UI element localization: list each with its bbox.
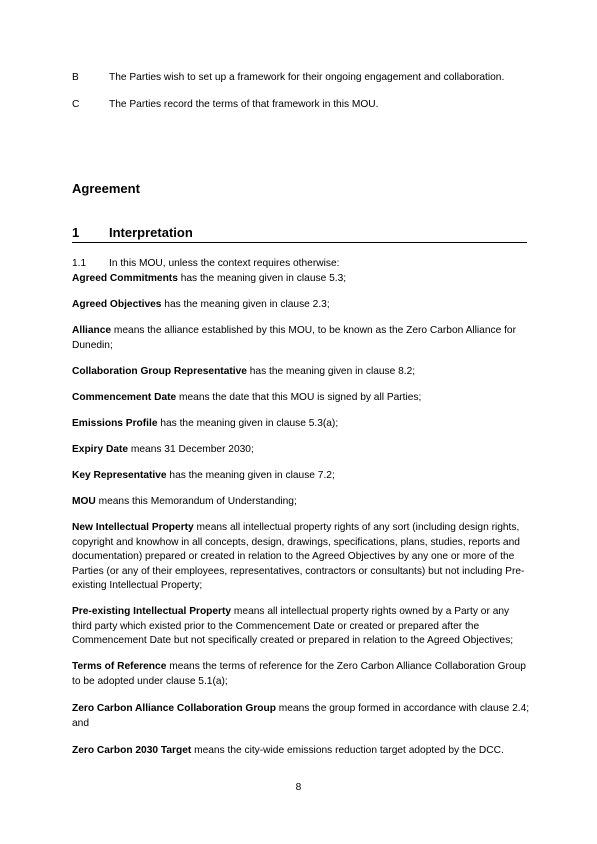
definition-term: Zero Carbon 2030 Target (72, 745, 192, 756)
definition-text: means the city-wide emissions reduction target adopted by the DCC. (191, 745, 504, 756)
definition (72, 391, 530, 406)
recital-letter: B (72, 72, 79, 83)
definition-term: Commencement Date (72, 392, 177, 403)
clause-number: 1.1 (72, 258, 87, 269)
agreement-heading: Agreement (72, 181, 140, 196)
definition-text: has the meaning given in clause 5.3; (177, 273, 347, 284)
definition-text: has the meaning given in clause 8.2; (246, 366, 416, 377)
definition-term: Alliance (72, 325, 112, 336)
section-title: Interpretation (109, 225, 193, 240)
definition-term: Collaboration Group Representative (72, 366, 247, 377)
definition-term: New Intellectual Property (72, 522, 194, 533)
definition (72, 272, 530, 287)
definition-term: Emissions Profile (72, 418, 158, 429)
definition (72, 298, 530, 313)
recital-text: The Parties record the terms of that framework in this MOU. (109, 99, 379, 110)
definition-text: means 31 December 2030; (128, 444, 254, 455)
definition-text: has the meaning given in clause 2.3; (161, 299, 330, 310)
definition (72, 702, 530, 731)
definition (72, 443, 530, 458)
definition-term: Expiry Date (72, 444, 129, 455)
definition-text: means the alliance established by this MOU, to be known as the Zero Carbon Alliance for Dunedin; (72, 325, 516, 351)
page-number: 8 (295, 782, 302, 793)
recital-text: The Parties wish to set up a framework for their ongoing engagement and collaboration. (109, 72, 505, 83)
definition (72, 324, 530, 353)
definition-term: MOU (72, 496, 96, 507)
definition-text: has the meaning given in clause 7.2; (166, 470, 335, 481)
definition-text: means all intellectual property rights of any sort (including design rights, copyright and knowhow in all concepts, design, drawings, specifications, plans, studies, reports and documentation) prepared or created in relation to the Agreed Objectives by any one or more of the Parties (or any of their employees, representatives, contractors or consultants) but not including Pre-existing Intellectual Property; (72, 522, 525, 592)
definition (72, 495, 530, 510)
definition (72, 521, 530, 594)
definition-term: Terms of Reference (72, 661, 167, 672)
definition-term: Agreed Commitments (72, 273, 178, 284)
definition-text: means all intellectual property rights owned by a Party or any third party which existed prior to the Commencement Date or created or prepared after the Commencement Date but not specifically created or prepared in relation to the Agreed Objectives; (72, 606, 514, 647)
section-number: 1 (72, 225, 80, 240)
definition-term: Pre-existing Intellectual Property (72, 606, 232, 617)
definition-text: means the group formed in accordance with clause 2.4; and (72, 703, 530, 729)
definition (72, 469, 530, 484)
definition-text: means the terms of reference for the Zero Carbon Alliance Collaboration Group to be adopted under clause 5.1(a); (72, 661, 526, 687)
definition (72, 605, 530, 649)
definition (72, 365, 530, 380)
definition (72, 417, 530, 432)
definition-text: means the date that this MOU is signed by all Parties; (176, 392, 422, 403)
definition-term: Key Representative (72, 470, 167, 481)
definition-text: has the meaning given in clause 5.3(a); (157, 418, 339, 429)
section-heading (72, 225, 527, 243)
definition (72, 660, 530, 689)
definition-text: means this Memorandum of Understanding; (95, 496, 297, 507)
recital-letter: C (72, 99, 80, 110)
clause-text: In this MOU, unless the context requires otherwise: (109, 258, 340, 269)
definition-term: Zero Carbon Alliance Collaboration Group (72, 703, 276, 714)
definition (72, 744, 530, 759)
definition-term: Agreed Objectives (72, 299, 162, 310)
